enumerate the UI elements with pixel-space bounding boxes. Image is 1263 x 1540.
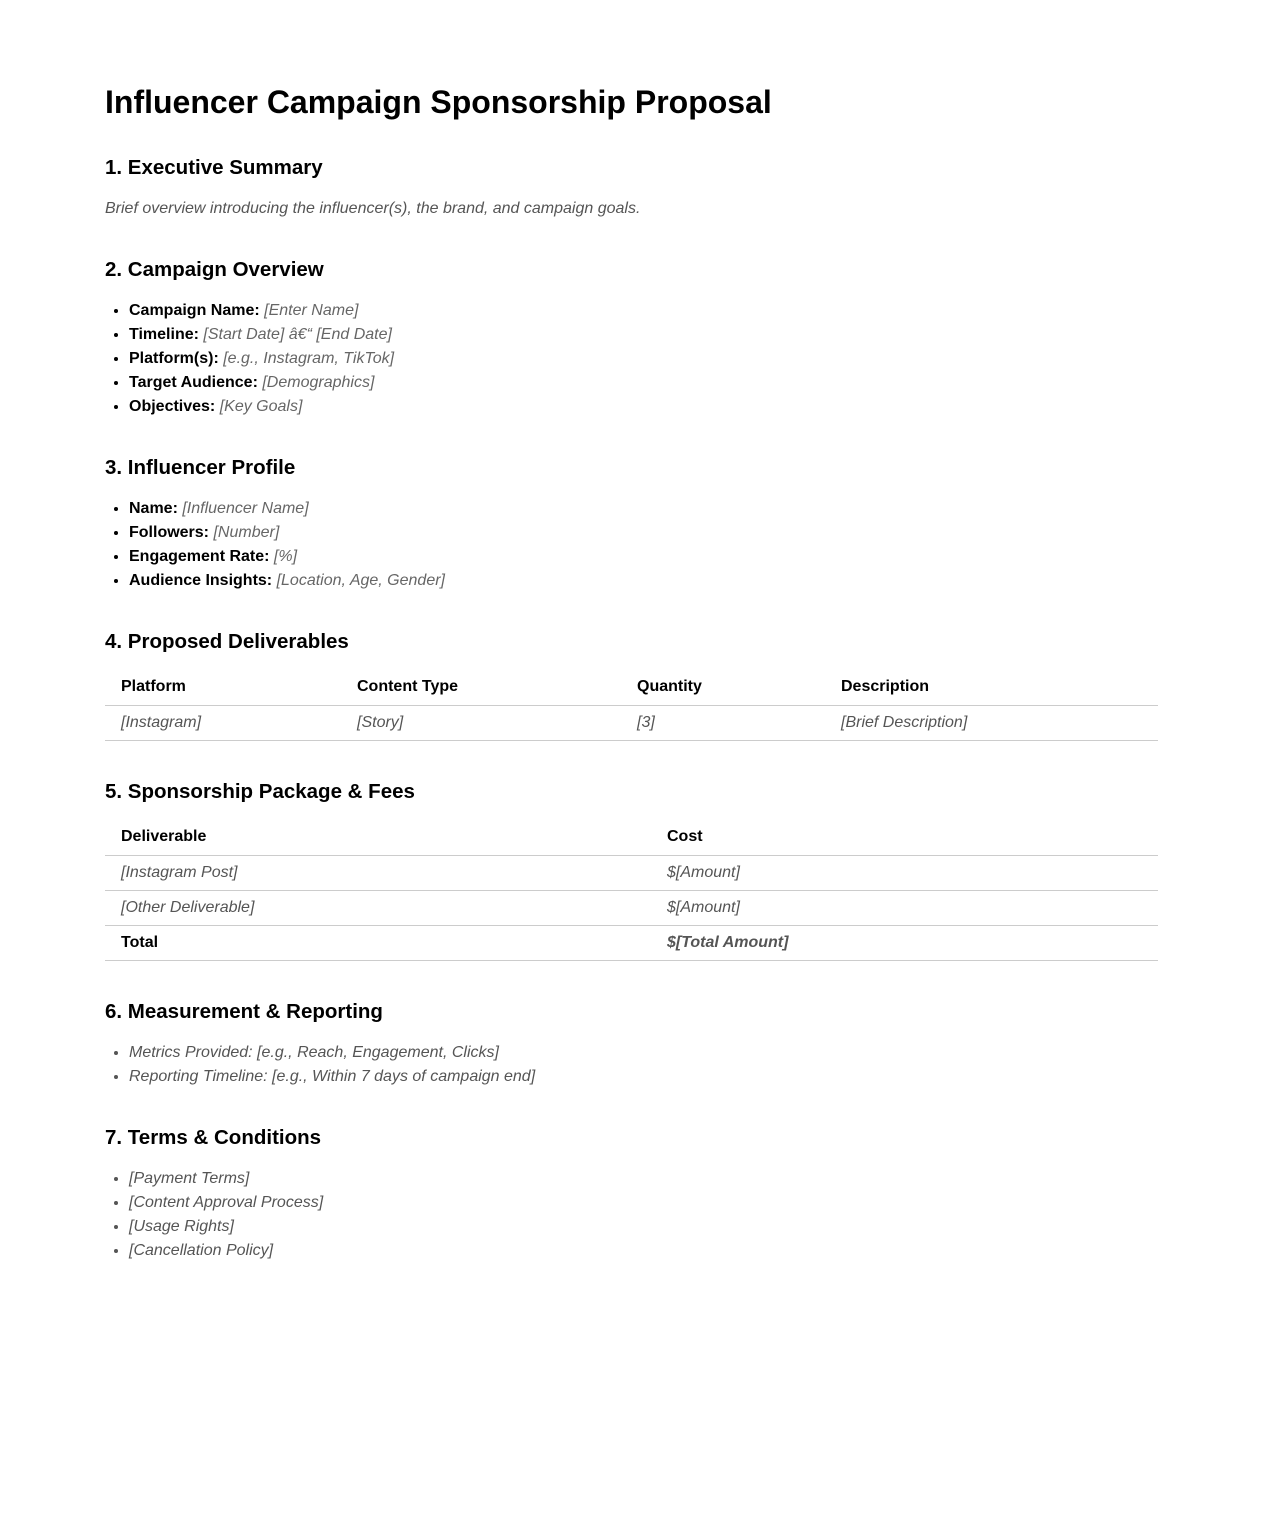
list-item [129,497,1158,521]
section-proposed-deliverables [105,629,1158,741]
list-item [129,371,1158,395]
fees-table [105,821,1158,961]
cell-content-type: [Story] [341,706,621,741]
column-header-cost: Cost [651,821,1158,856]
table-header-row [105,671,1158,706]
cell-platform: [Instagram] [105,706,341,741]
cell-cost: $[Amount] [651,891,1158,926]
item-label: Campaign Name: [129,302,260,319]
column-header-description: Description [825,671,1158,706]
item-label: Objectives: [129,398,216,415]
cell-quantity: [3] [621,706,825,741]
section-heading: 4. Proposed Deliverables [105,630,349,653]
table-row [105,856,1158,891]
item-value: [Influencer Name] [182,500,309,517]
terms-list [105,1167,1158,1263]
table-header-row [105,821,1158,856]
cell-deliverable: [Instagram Post] [105,856,651,891]
item-value: [Enter Name] [264,302,359,319]
campaign-overview-list [105,299,1158,419]
table-row [105,891,1158,926]
item-label: Engagement Rate: [129,548,270,565]
item-label: Followers: [129,524,210,541]
list-item [129,299,1158,323]
cell-deliverable: [Other Deliverable] [105,891,651,926]
item-label: Timeline: [129,326,199,343]
cell-cost: $[Amount] [651,856,1158,891]
section-terms-conditions [105,1125,1158,1263]
item-value: [e.g., Instagram, TikTok] [223,350,395,367]
item-label: Target Audience: [129,374,258,391]
total-value: $[Total Amount] [651,926,1158,961]
column-header-deliverable: Deliverable [105,821,651,856]
cell-description: [Brief Description] [825,706,1158,741]
item-value: [Number] [213,524,280,541]
total-row [105,926,1158,961]
section-influencer-profile [105,455,1158,593]
section-campaign-overview [105,257,1158,419]
table-row [105,706,1158,741]
column-header-content-type: Content Type [341,671,621,706]
section-measurement-reporting [105,999,1158,1089]
item-label: Name: [129,500,178,517]
list-item: • [Content Approval Process] [129,1191,1158,1215]
total-label: Total [105,926,651,961]
column-header-platform: Platform [105,671,341,706]
item-label: Platform(s): [129,350,219,367]
measurement-list [105,1041,1158,1089]
section-heading: 2. Campaign Overview [105,258,324,281]
summary-text: Brief overview introducing the influencer(s), the brand, and campaign goals. [105,200,641,217]
item-label: Audience Insights: [129,572,273,589]
list-item: • [Usage Rights] [129,1215,1158,1239]
column-header-quantity: Quantity [621,671,825,706]
item-value: [Location, Age, Gender] [276,572,445,589]
section-heading: 1. Executive Summary [105,156,323,179]
list-item: • [Cancellation Policy] [129,1239,1158,1263]
list-item [129,347,1158,371]
list-item: • [Payment Terms] [129,1167,1158,1191]
list-item [129,521,1158,545]
item-value: [Demographics] [262,374,375,391]
section-heading: 7. Terms & Conditions [105,1126,322,1149]
list-item: • Reporting Timeline: [e.g., Within 7 days of campaign end] [129,1065,1158,1089]
influencer-profile-list [105,497,1158,593]
deliverables-table [105,671,1158,741]
section-heading: 3. Influencer Profile [105,456,296,479]
page-title: Influencer Campaign Sponsorship Proposal [105,84,772,120]
item-value: [Start Date] â€“ [End Date] [203,326,392,343]
section-executive-summary [105,155,1158,221]
item-value: [Key Goals] [219,398,303,415]
section-heading: 6. Measurement & Reporting [105,1000,383,1023]
list-item [129,545,1158,569]
section-sponsorship-fees [105,779,1158,961]
list-item [129,323,1158,347]
item-value: [%] [273,548,298,565]
list-item: • Metrics Provided: [e.g., Reach, Engagement, Clicks] [129,1041,1158,1065]
section-heading: 5. Sponsorship Package & Fees [105,780,415,803]
list-item [129,395,1158,419]
list-item [129,569,1158,593]
